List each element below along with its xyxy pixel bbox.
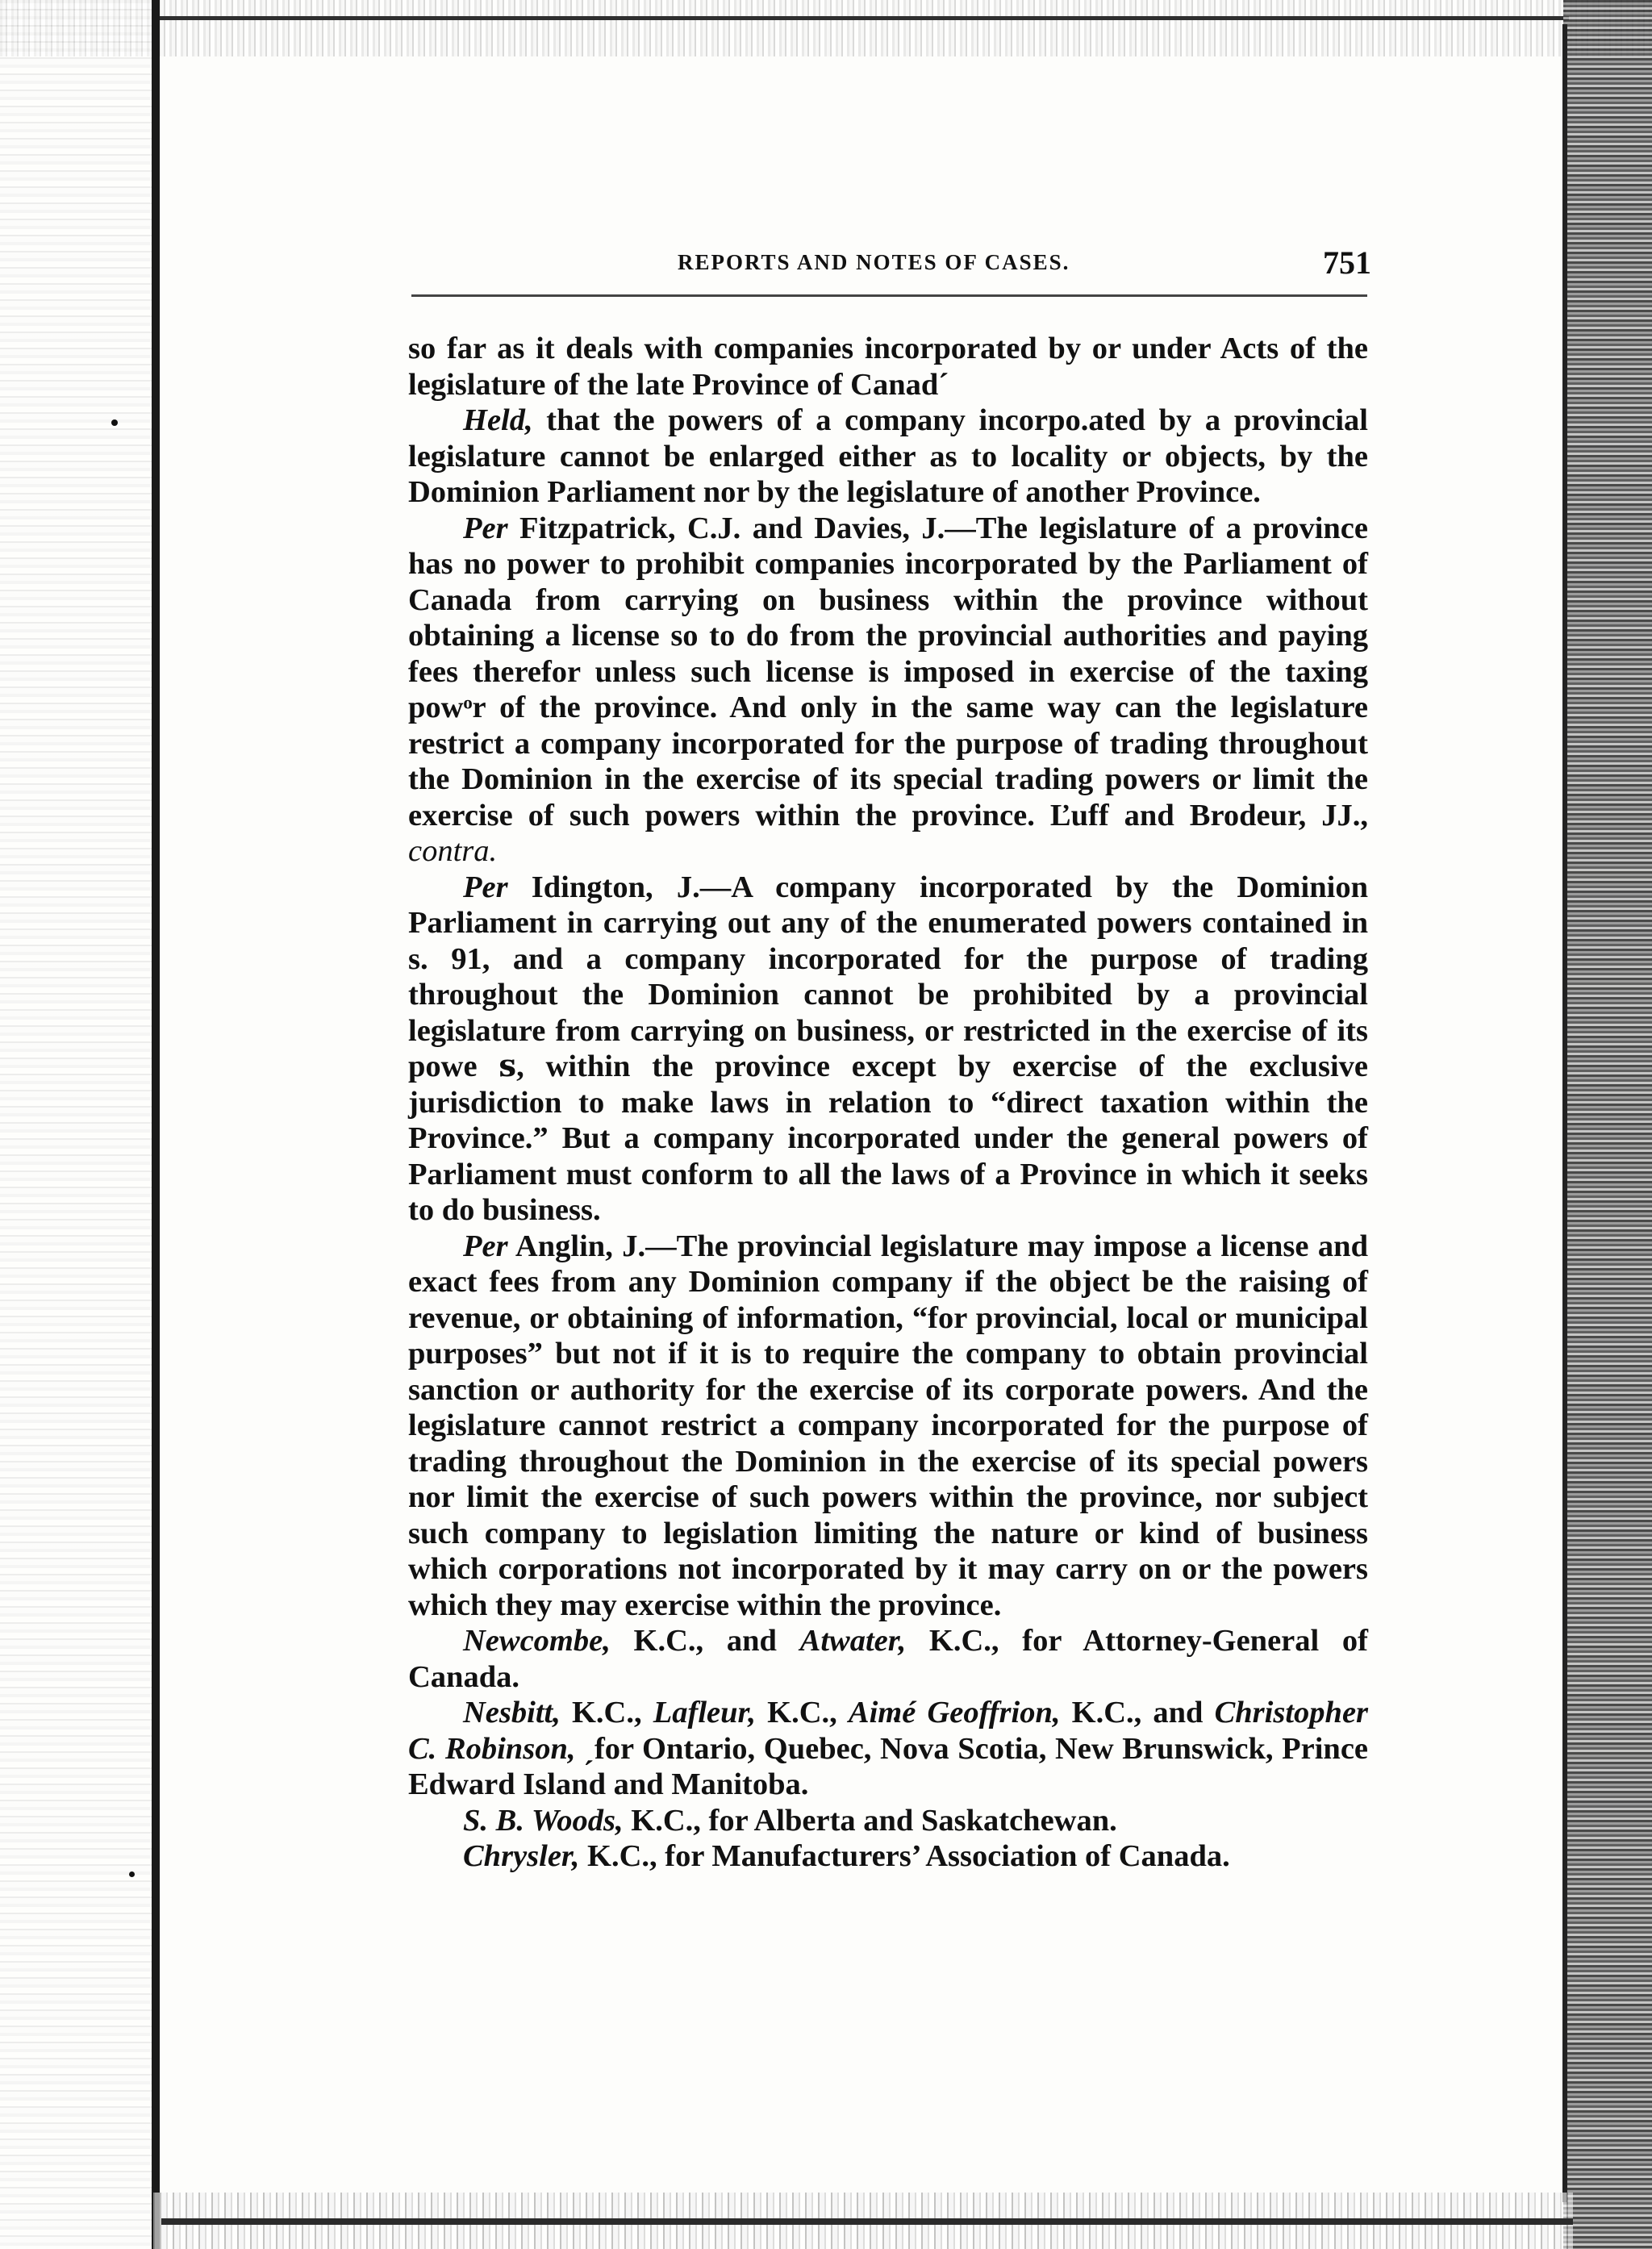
counsel-name: Christopher C. Robinson, — [408, 1696, 1369, 1766]
counsel-text: K.C., and — [610, 1624, 800, 1658]
scan-edge-left — [0, 0, 153, 2249]
counsel-name: Chrysler, — [463, 1839, 580, 1873]
header-rule — [411, 294, 1367, 297]
counsel-name: Aimé Geoffrion, — [848, 1696, 1061, 1730]
paragraph-text: Idington, J.—A company incorporated by the Dominion Parliament in carrying out any of the enumerated powers contained in s. 91, and a company incorporated for the purpose of trading throughout the Dominion cannot be prohibited by a provincial legislature from carrying on business, or restricted in the exercise of its powe ꜱ, within the province except by exercise of the exclusive jurisdiction to make laws in relation to “direct taxation within the Province.” But a company incorporated under the general powers of Parliament must conform to all the laws of a Province in which it seeks to do business. — [408, 870, 1368, 1227]
counsel-name: Lafleur, — [653, 1696, 757, 1730]
per-label: Per — [463, 511, 508, 545]
paragraph-text: that the powers of a company incorpo.ated by a provincial legislature cannot be enlarged either as to locality or objects, by the Dominion Parliament nor by the legislature of another Province. — [408, 403, 1368, 509]
running-title: REPORTS AND NOTES OF CASES. — [678, 250, 1070, 274]
counsel-text: K.C., — [560, 1696, 653, 1730]
counsel-text: ˏfor Ontario, Quebec, Nova Scotia, New Brunswick, Prince Edward Island and Manitoba. — [408, 1731, 1368, 1801]
counsel-text: K.C., and — [1060, 1696, 1215, 1730]
counsel-name: S. B. Woods, — [463, 1803, 624, 1838]
paragraph-statute — [408, 331, 1368, 403]
scan-border-bottom — [161, 2218, 1573, 2225]
scan-border-top — [157, 16, 1569, 20]
case-note-text — [408, 331, 1368, 1875]
counsel-text: K.C., for Alberta and Saskatchewan. — [623, 1803, 1117, 1838]
counsel-text: K.C., for Attorney-General of Canada. — [408, 1624, 1368, 1694]
scan-speck — [129, 1871, 135, 1877]
scan-border-left — [152, 0, 160, 2249]
paragraph-fitzpatrick — [408, 511, 1368, 870]
paragraph-text: Anglin, J.—The provincial legislature may impose a license and exact fees from any Dominion company if the object be the raising of revenue, or obtaining of information, “for provincial, local or municipal purposes” but not if it is to require the company to obtain provincial sanction or authority for the exercise of its corporate powers. And the legislature cannot restrict a company incorporated for the purpose of trading throughout the Dominion in the exercise of its special powers nor limit the exercise of such powers within the province, nor subject such company to legislation limiting the nature or kind of business which corporations not incorporated by it may carry on or the powers which they may exercise within the province. — [408, 1229, 1368, 1622]
counsel-text: K.C., for Manufacturers’ Association of Canada. — [579, 1839, 1230, 1873]
per-label: Per — [463, 870, 508, 904]
per-label: Per — [463, 1229, 508, 1263]
counsel-name: Newcombe, — [463, 1624, 611, 1658]
scan-edge-top — [0, 0, 1652, 56]
counsel-manufacturers — [408, 1838, 1368, 1875]
counsel-name: Atwater, — [799, 1624, 907, 1658]
counsel-text: K.C., — [756, 1696, 849, 1730]
counsel-name: Nesbitt, — [463, 1696, 561, 1730]
paragraph-idington — [408, 870, 1368, 1229]
paragraph-held — [408, 403, 1368, 511]
scan-edge-right — [1563, 0, 1652, 2249]
held-label: Held, — [463, 403, 533, 437]
scan-speck — [111, 419, 118, 426]
counsel-provinces — [408, 1695, 1368, 1803]
counsel-alberta — [408, 1803, 1368, 1839]
page-number: 751 — [1323, 244, 1371, 281]
contra-label: contra. — [408, 834, 498, 868]
paragraph-anglin — [408, 1229, 1368, 1624]
running-head — [403, 244, 1371, 292]
paragraph-text: so far as it deals with companies incorporated by or under Acts of the legislature of the late Province of Canad´ — [408, 332, 1368, 402]
counsel-attorney-general — [408, 1623, 1368, 1695]
scan-border-right — [1562, 24, 1567, 2202]
paragraph-text: Fitzpatrick, C.J. and Davies, J.—The legislature of a province has no power to prohibit companies incorporated by the Parliament of Canada from carrying on business within the province without obtaining a license so to do from the provincial authorities and paying fees therefor unless such license is imposed in exercise of the taxing powᵒr of the province. And only in the same way can the legislature restrict a company incorporated for the purpose of trading throughout the Dominion in the exercise of its special trading powers or limit the exercise of such powers within the province. Ľuff and Brodeur, JJ., — [408, 511, 1368, 832]
